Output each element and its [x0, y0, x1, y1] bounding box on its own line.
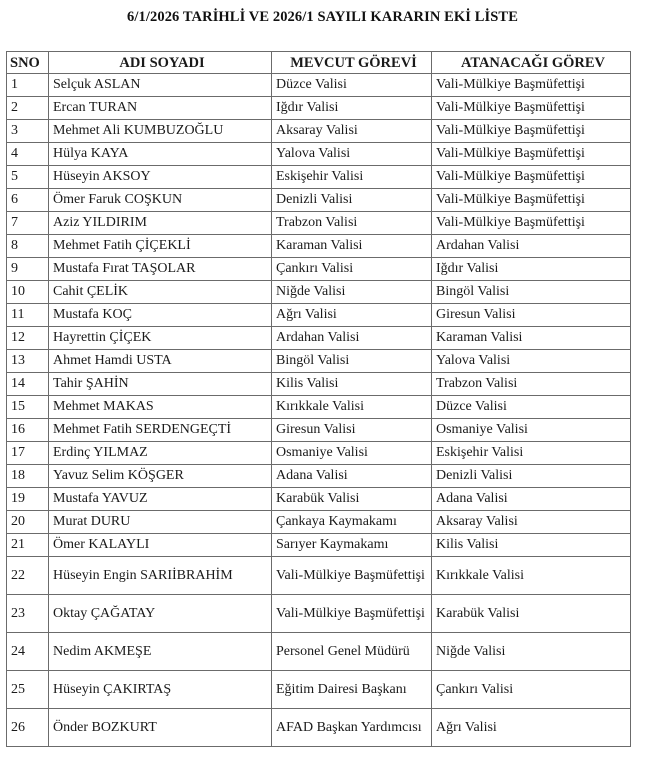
cell-current-position: Ağrı Valisi	[272, 304, 432, 327]
cell-assigned-position: Vali-Mülkiye Başmüfettişi	[432, 212, 631, 235]
cell-sno: 9	[7, 258, 49, 281]
cell-assigned-position: Karabük Valisi	[432, 595, 631, 633]
cell-assigned-position: Çankırı Valisi	[432, 671, 631, 709]
cell-sno: 10	[7, 281, 49, 304]
cell-current-position: Adana Valisi	[272, 465, 432, 488]
table-row	[7, 212, 631, 235]
cell-assigned-position: Adana Valisi	[432, 488, 631, 511]
cell-current-position: AFAD Başkan Yardımcısı	[272, 709, 432, 747]
cell-current-position: Denizli Valisi	[272, 189, 432, 212]
cell-sno: 24	[7, 633, 49, 671]
cell-sno: 2	[7, 97, 49, 120]
cell-name: Ahmet Hamdi USTA	[49, 350, 272, 373]
table-row	[7, 143, 631, 166]
table-row	[7, 442, 631, 465]
cell-assigned-position: Düzce Valisi	[432, 396, 631, 419]
cell-sno: 4	[7, 143, 49, 166]
cell-name: Ercan TURAN	[49, 97, 272, 120]
cell-assigned-position: Trabzon Valisi	[432, 373, 631, 396]
cell-name: Aziz YILDIRIM	[49, 212, 272, 235]
cell-assigned-position: Eskişehir Valisi	[432, 442, 631, 465]
cell-current-position: Vali-Mülkiye Başmüfettişi	[272, 595, 432, 633]
cell-sno: 16	[7, 419, 49, 442]
cell-name: Hülya KAYA	[49, 143, 272, 166]
cell-assigned-position: Ardahan Valisi	[432, 235, 631, 258]
cell-sno: 6	[7, 189, 49, 212]
cell-current-position: Sarıyer Kaymakamı	[272, 534, 432, 557]
cell-current-position: Trabzon Valisi	[272, 212, 432, 235]
cell-current-position: Karabük Valisi	[272, 488, 432, 511]
cell-name: Mustafa Fırat TAŞOLAR	[49, 258, 272, 281]
cell-assigned-position: Vali-Mülkiye Başmüfettişi	[432, 166, 631, 189]
cell-sno: 17	[7, 442, 49, 465]
cell-sno: 12	[7, 327, 49, 350]
cell-assigned-position: Aksaray Valisi	[432, 511, 631, 534]
cell-name: Hüseyin Engin SARIİBRAHİM	[49, 557, 272, 595]
table-row	[7, 74, 631, 97]
cell-current-position: Vali-Mülkiye Başmüfettişi	[272, 557, 432, 595]
cell-assigned-position: Vali-Mülkiye Başmüfettişi	[432, 189, 631, 212]
cell-name: Nedim AKMEŞE	[49, 633, 272, 671]
cell-name: Tahir ŞAHİN	[49, 373, 272, 396]
cell-sno: 1	[7, 74, 49, 97]
table-row	[7, 327, 631, 350]
cell-assigned-position: Giresun Valisi	[432, 304, 631, 327]
cell-name: Hüseyin AKSOY	[49, 166, 272, 189]
cell-sno: 3	[7, 120, 49, 143]
column-header-assigned-position: ATANACAĞI GÖREV	[432, 52, 631, 74]
cell-sno: 26	[7, 709, 49, 747]
cell-current-position: Personel Genel Müdürü	[272, 633, 432, 671]
cell-sno: 11	[7, 304, 49, 327]
cell-current-position: Aksaray Valisi	[272, 120, 432, 143]
cell-assigned-position: Ağrı Valisi	[432, 709, 631, 747]
table-row	[7, 281, 631, 304]
appointment-list-table	[6, 51, 631, 747]
cell-current-position: Kırıkkale Valisi	[272, 396, 432, 419]
table-row	[7, 671, 631, 709]
cell-name: Oktay ÇAĞATAY	[49, 595, 272, 633]
cell-sno: 13	[7, 350, 49, 373]
table-row	[7, 595, 631, 633]
cell-assigned-position: Vali-Mülkiye Başmüfettişi	[432, 120, 631, 143]
table-row	[7, 97, 631, 120]
cell-name: Ömer KALAYLI	[49, 534, 272, 557]
cell-current-position: Niğde Valisi	[272, 281, 432, 304]
cell-name: Hayrettin ÇİÇEK	[49, 327, 272, 350]
table-row	[7, 488, 631, 511]
cell-assigned-position: Vali-Mülkiye Başmüfettişi	[432, 143, 631, 166]
cell-assigned-position: Kilis Valisi	[432, 534, 631, 557]
cell-sno: 22	[7, 557, 49, 595]
table-row	[7, 120, 631, 143]
cell-name: Cahit ÇELİK	[49, 281, 272, 304]
document-title: 6/1/2026 TARİHLİ VE 2026/1 SAYILI KARARIN EKİ LİSTE	[127, 9, 518, 25]
cell-name: Mehmet Ali KUMBUZOĞLU	[49, 120, 272, 143]
cell-current-position: Eskişehir Valisi	[272, 166, 432, 189]
cell-current-position: Iğdır Valisi	[272, 97, 432, 120]
cell-current-position: Eğitim Dairesi Başkanı	[272, 671, 432, 709]
cell-current-position: Yalova Valisi	[272, 143, 432, 166]
table-row	[7, 304, 631, 327]
cell-assigned-position: Yalova Valisi	[432, 350, 631, 373]
table-header-row	[7, 52, 631, 74]
cell-name: Murat DURU	[49, 511, 272, 534]
cell-current-position: Kilis Valisi	[272, 373, 432, 396]
cell-assigned-position: Kırıkkale Valisi	[432, 557, 631, 595]
cell-sno: 23	[7, 595, 49, 633]
cell-name: Mustafa YAVUZ	[49, 488, 272, 511]
cell-sno: 25	[7, 671, 49, 709]
cell-name: Mehmet MAKAS	[49, 396, 272, 419]
cell-sno: 5	[7, 166, 49, 189]
cell-assigned-position: Bingöl Valisi	[432, 281, 631, 304]
cell-current-position: Karaman Valisi	[272, 235, 432, 258]
cell-sno: 15	[7, 396, 49, 419]
cell-name: Erdinç YILMAZ	[49, 442, 272, 465]
cell-name: Yavuz Selim KÖŞGER	[49, 465, 272, 488]
cell-sno: 14	[7, 373, 49, 396]
cell-name: Mehmet Fatih SERDENGEÇTİ	[49, 419, 272, 442]
column-header-current-position: MEVCUT GÖREVİ	[272, 52, 432, 74]
column-header-name: ADI SOYADI	[49, 52, 272, 74]
cell-name: Mehmet Fatih ÇİÇEKLİ	[49, 235, 272, 258]
table-row	[7, 235, 631, 258]
table-row	[7, 166, 631, 189]
table-row	[7, 419, 631, 442]
column-header-sno: SNO	[7, 52, 49, 74]
table-row	[7, 258, 631, 281]
cell-name: Ömer Faruk COŞKUN	[49, 189, 272, 212]
table-row	[7, 350, 631, 373]
cell-current-position: Giresun Valisi	[272, 419, 432, 442]
cell-assigned-position: Denizli Valisi	[432, 465, 631, 488]
table-row	[7, 396, 631, 419]
cell-sno: 7	[7, 212, 49, 235]
table-row	[7, 557, 631, 595]
cell-assigned-position: Karaman Valisi	[432, 327, 631, 350]
cell-name: Önder BOZKURT	[49, 709, 272, 747]
cell-current-position: Çankırı Valisi	[272, 258, 432, 281]
table-row	[7, 633, 631, 671]
cell-assigned-position: Vali-Mülkiye Başmüfettişi	[432, 74, 631, 97]
table-row	[7, 534, 631, 557]
table-row	[7, 189, 631, 212]
cell-sno: 8	[7, 235, 49, 258]
cell-name: Hüseyin ÇAKIRTAŞ	[49, 671, 272, 709]
cell-assigned-position: Iğdır Valisi	[432, 258, 631, 281]
cell-sno: 20	[7, 511, 49, 534]
cell-name: Mustafa KOÇ	[49, 304, 272, 327]
cell-assigned-position: Vali-Mülkiye Başmüfettişi	[432, 97, 631, 120]
cell-assigned-position: Osmaniye Valisi	[432, 419, 631, 442]
cell-current-position: Düzce Valisi	[272, 74, 432, 97]
cell-sno: 21	[7, 534, 49, 557]
cell-sno: 19	[7, 488, 49, 511]
cell-current-position: Çankaya Kaymakamı	[272, 511, 432, 534]
cell-name: Selçuk ASLAN	[49, 74, 272, 97]
table-row	[7, 511, 631, 534]
cell-current-position: Bingöl Valisi	[272, 350, 432, 373]
table-row	[7, 373, 631, 396]
table-row	[7, 465, 631, 488]
cell-sno: 18	[7, 465, 49, 488]
cell-assigned-position: Niğde Valisi	[432, 633, 631, 671]
table-row	[7, 709, 631, 747]
cell-current-position: Ardahan Valisi	[272, 327, 432, 350]
cell-current-position: Osmaniye Valisi	[272, 442, 432, 465]
